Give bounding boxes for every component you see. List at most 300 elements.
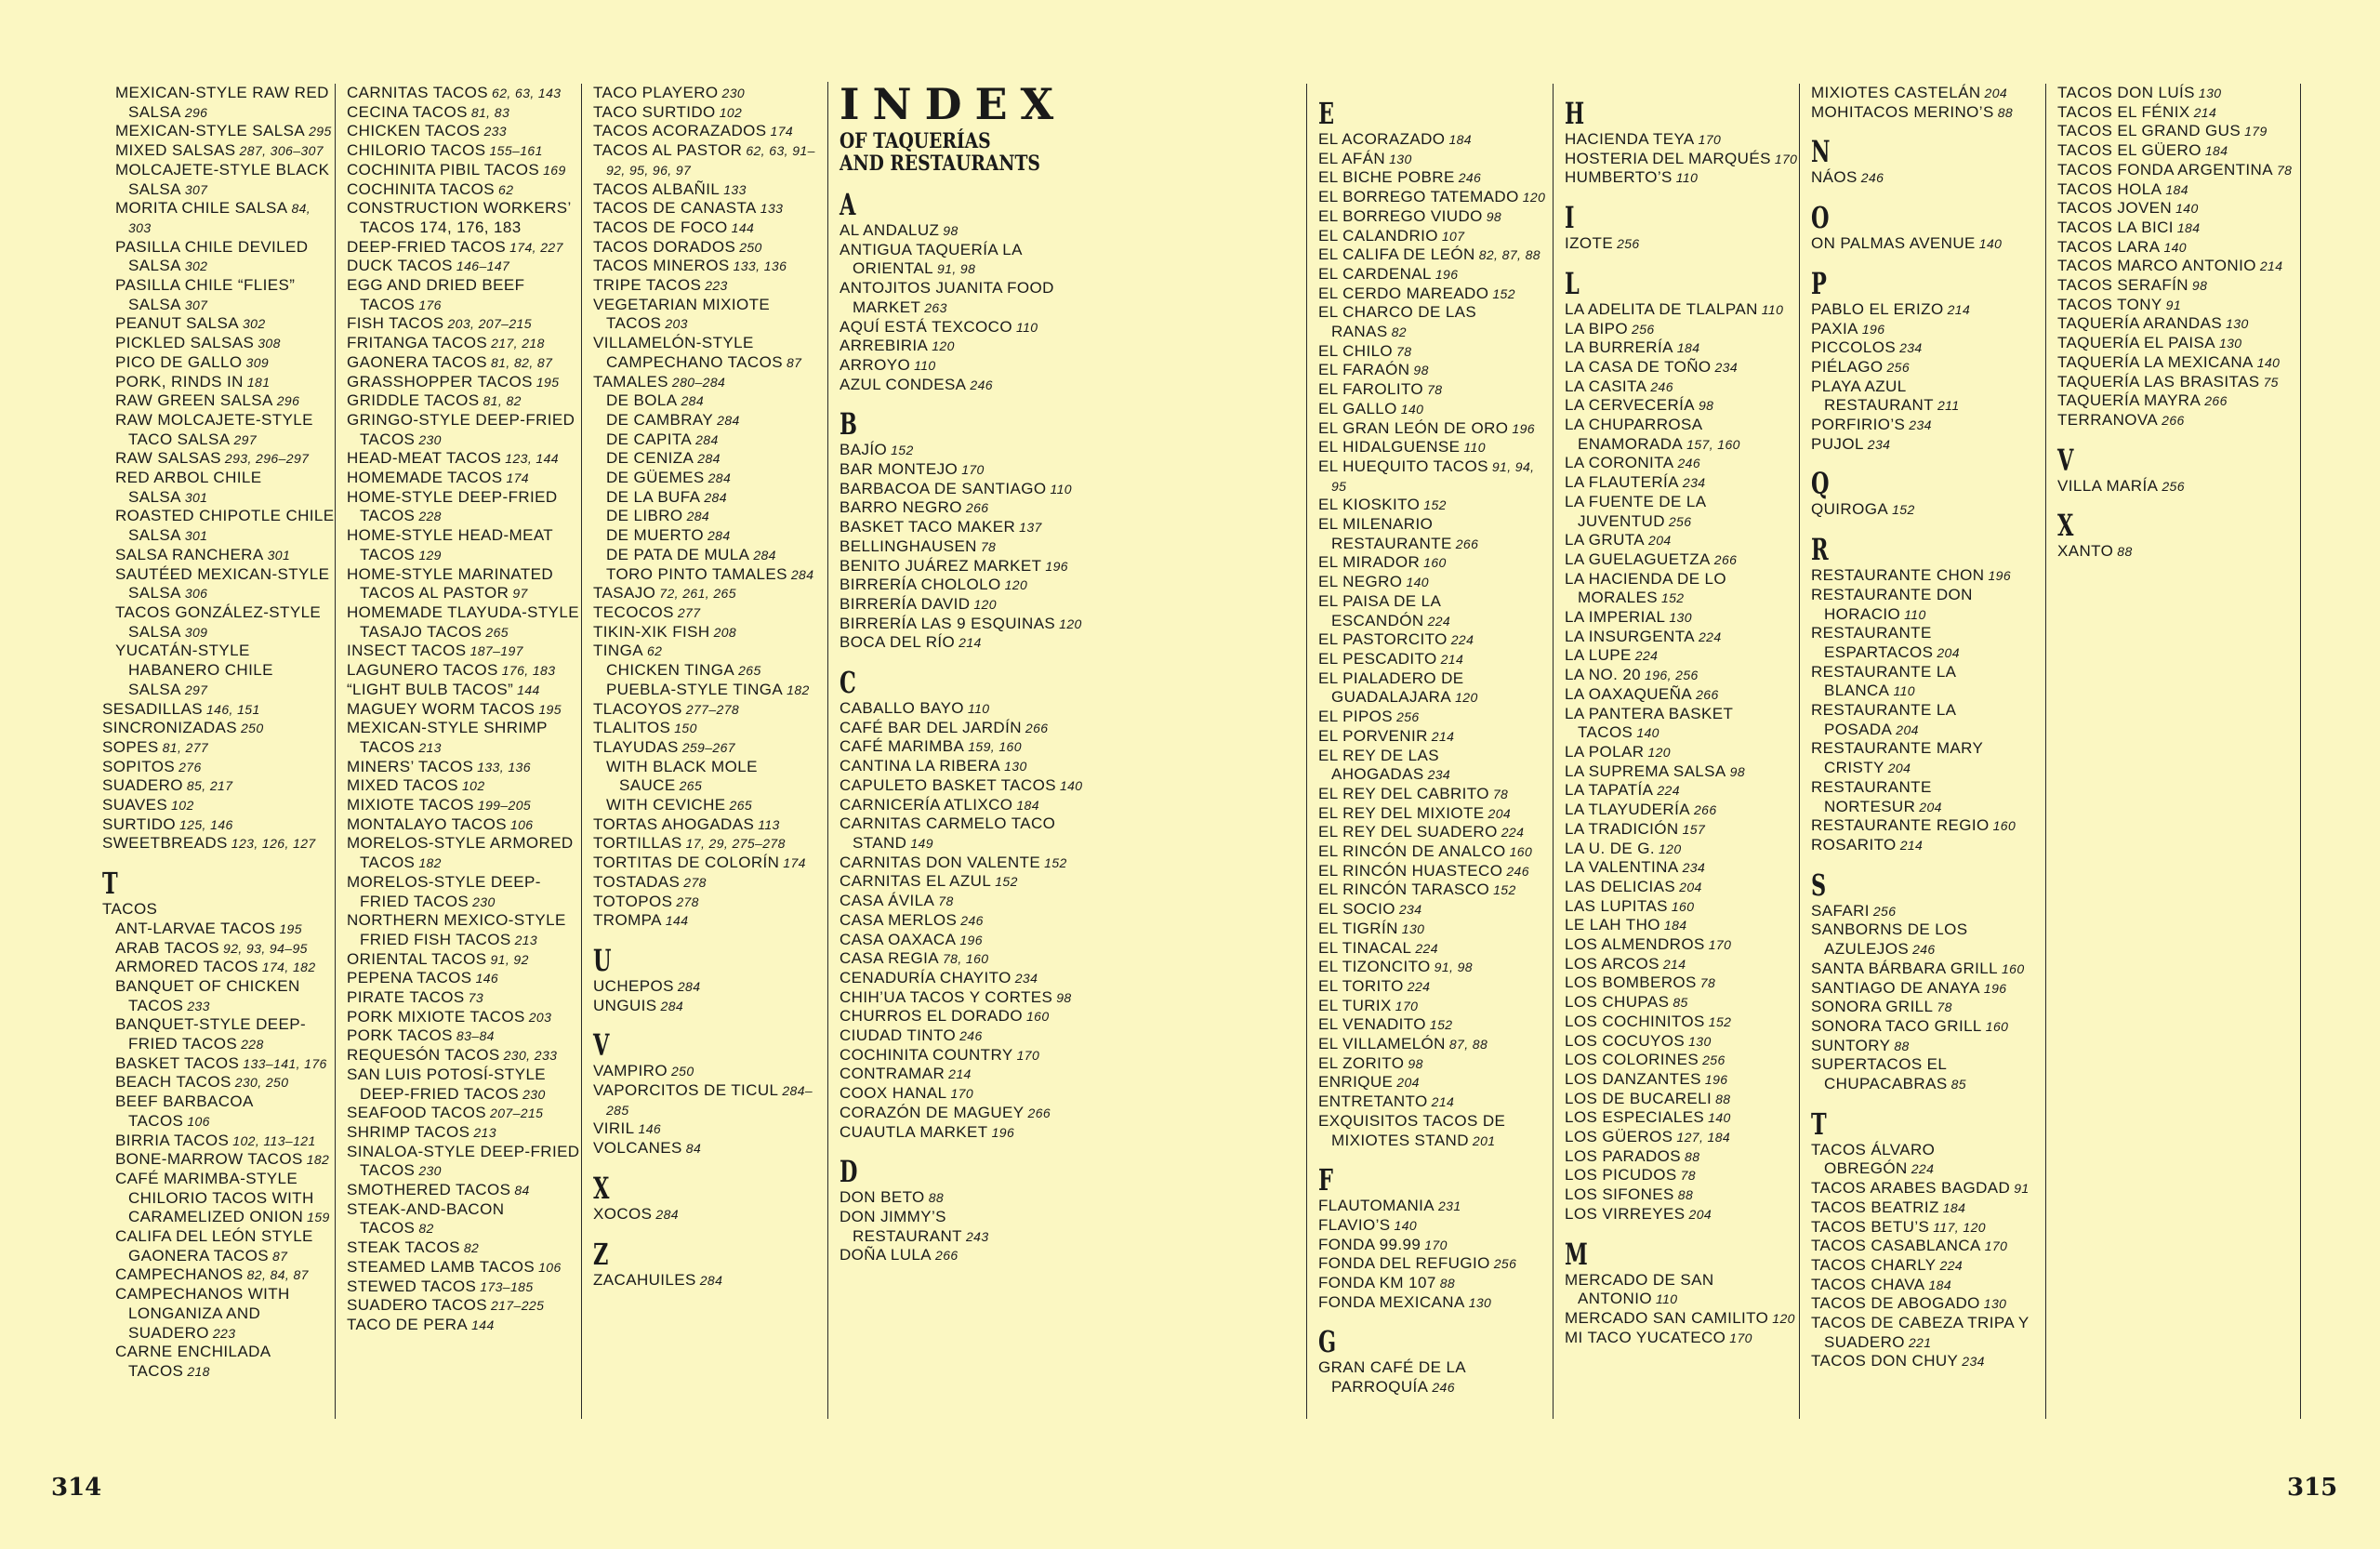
entry-term: TAMALES xyxy=(593,372,668,391)
index-entry xyxy=(1811,320,2045,339)
entry-term: LOS ESPECIALES xyxy=(1565,1108,1705,1127)
entry-pages: 278 xyxy=(676,894,699,909)
index-entry xyxy=(1318,188,1553,207)
entry-pages: 144 xyxy=(471,1317,495,1332)
entry-pages: 140 xyxy=(1636,725,1659,741)
entry-pages: 144 xyxy=(665,913,689,929)
entry-pages: 106 xyxy=(538,1259,562,1275)
entry-term: LOS COLORINES xyxy=(1565,1051,1699,1069)
entry-pages: 297 xyxy=(184,682,208,697)
entry-pages: 62 xyxy=(646,643,663,659)
index-entry xyxy=(347,565,581,603)
index-entry xyxy=(593,796,827,815)
entry-pages: 78 xyxy=(938,894,954,909)
entry-term: FLAVIO’S xyxy=(1318,1215,1391,1234)
index-entry xyxy=(347,411,581,449)
entry-pages: 184 xyxy=(1928,1277,1952,1292)
entry-term: TINGA xyxy=(593,642,643,660)
entry-pages: 211 xyxy=(1937,398,1960,414)
entry-term: DE PATA DE MULA xyxy=(606,545,750,563)
entry-term: EL GALLO xyxy=(1318,399,1397,417)
index-entry xyxy=(347,469,581,488)
entry-term: LE LAH THO xyxy=(1565,916,1660,934)
index-entry xyxy=(1318,727,1553,747)
entry-term: VILLAMELÓN-STYLE CAMPECHANO TACOS xyxy=(593,334,783,371)
entry-term: TACOS HOLA xyxy=(2057,179,2162,198)
entry-term: TROMPA xyxy=(593,911,662,930)
index-entry xyxy=(840,719,1083,738)
entry-term: LA ADELITA DE TLALPAN xyxy=(1565,299,1758,318)
entry-term: TACOS FONDA ARGENTINA xyxy=(2057,160,2273,179)
index-entry xyxy=(1565,358,1799,377)
entry-pages: 246 xyxy=(1458,170,1482,186)
entry-term: EL REY DE LAS AHOGADAS xyxy=(1318,746,1439,784)
entry-term: REQUESÓN TACOS xyxy=(347,1046,500,1065)
entry-term: PAXIA xyxy=(1811,319,1858,338)
entry-pages: 196 xyxy=(1435,266,1459,282)
entry-pages: 214 xyxy=(1431,1094,1455,1110)
entry-term: TACOS DE CABEZA TRIPA Y SUADERO xyxy=(1811,1314,2030,1351)
index-entry xyxy=(1565,531,1799,550)
entry-pages: 184 xyxy=(1016,797,1039,813)
entry-term: PEANUT SALSA xyxy=(115,314,239,333)
entry-term: ARAB TACOS xyxy=(115,938,220,957)
index-entry xyxy=(1318,150,1553,169)
index-entry xyxy=(1565,666,1799,685)
entry-pages: 234 xyxy=(1398,902,1422,918)
entry-term: TACOS AL PASTOR xyxy=(593,141,743,160)
index-entry xyxy=(1565,858,1799,878)
entry-pages: 196 xyxy=(1988,568,2012,584)
entry-term: LA SUPREMA SALSA xyxy=(1565,761,1726,780)
index-entry xyxy=(2057,103,2300,123)
entry-pages: 246 xyxy=(1432,1380,1455,1396)
section-letter: T xyxy=(1811,1105,1827,1142)
index-entry xyxy=(840,498,1083,518)
entry-pages: 230 xyxy=(418,1163,442,1179)
entry-term: BENITO JUÁREZ MARKET xyxy=(840,556,1042,575)
index-entry xyxy=(1565,168,1799,188)
entry-pages: 152 xyxy=(1660,590,1685,606)
entry-pages: 187–197 xyxy=(469,643,523,659)
entry-pages: 146 xyxy=(475,971,499,986)
index-entry xyxy=(1318,1073,1553,1092)
index-entry xyxy=(1811,960,2045,979)
entry-term: SAUTÉED MEXICAN-STYLE SALSA xyxy=(115,564,330,602)
entry-term: VILLA MARÍA xyxy=(2057,476,2159,495)
entry-term: DE GÜEMES xyxy=(606,469,705,487)
entry-term: TASAJO xyxy=(593,584,656,602)
entry-term: DE CAMBRAY xyxy=(606,410,714,429)
entry-pages: 184 xyxy=(2176,219,2201,235)
entry-term: GRIDDLE TACOS xyxy=(347,391,480,410)
entry-pages: 110 xyxy=(1893,683,1915,699)
index-entry xyxy=(840,1208,1083,1246)
entry-term: SOPITOS xyxy=(102,757,176,775)
entry-pages: 144 xyxy=(731,219,755,235)
entry-term: SINALOA-STYLE DEEP-FRIED TACOS xyxy=(347,1142,580,1180)
section-letter: U xyxy=(593,942,612,978)
entry-term: LOS DE BUCARELI xyxy=(1565,1089,1712,1107)
entry-term: DUCK TACOS xyxy=(347,257,453,275)
entry-term: LA TAPATÍA xyxy=(1565,781,1654,800)
entry-term: LA TLAYUDERÍA xyxy=(1565,801,1690,819)
index-entry xyxy=(593,238,827,258)
index-entry xyxy=(102,603,335,642)
index-entry xyxy=(1318,285,1553,304)
column-2 xyxy=(335,84,581,1419)
index-entry xyxy=(840,480,1083,499)
index-entry xyxy=(1318,303,1553,341)
index-entry xyxy=(593,430,827,450)
entry-term: ANT-LARVAE TACOS xyxy=(115,919,276,937)
entry-pages: 199–205 xyxy=(477,798,532,814)
section-letter: F xyxy=(1318,1162,1333,1198)
entry-pages: 196 xyxy=(991,1124,1015,1140)
entry-term: TORTITAS DE COLORÍN xyxy=(593,854,780,872)
entry-term: VOLCANES xyxy=(593,1139,682,1158)
index-entry xyxy=(347,141,581,161)
entry-term: MONTALAYO TACOS xyxy=(347,814,507,833)
entry-term: SUNTORY xyxy=(1811,1036,1891,1054)
index-entry xyxy=(347,700,581,720)
entry-pages: 120 xyxy=(1647,744,1671,760)
index-entry xyxy=(102,373,335,392)
entry-term: PLAYA AZUL RESTAURANT xyxy=(1811,377,1934,415)
index-entry xyxy=(1318,342,1553,362)
entry-pages: 91, 98 xyxy=(936,261,976,277)
entry-term: RAW GREEN SALSA xyxy=(115,391,273,410)
entry-term: IZOTE xyxy=(1565,234,1614,253)
entry-pages: 78 xyxy=(1699,975,1716,991)
entry-pages: 130 xyxy=(1401,920,1425,936)
entry-term: LA INSURGENTA xyxy=(1565,627,1695,645)
entry-pages: 98 xyxy=(1413,363,1429,378)
entry-pages: 110 xyxy=(1904,606,1926,622)
index-entry xyxy=(593,854,827,873)
index-entry xyxy=(840,633,1083,653)
section-letter: B xyxy=(840,406,857,443)
entry-pages: 204 xyxy=(1488,805,1512,821)
index-entry xyxy=(1811,836,2045,855)
entry-pages: 81, 82, 87 xyxy=(491,354,553,370)
entry-pages: 234 xyxy=(1867,436,1891,452)
entry-pages: 107 xyxy=(1441,228,1465,244)
index-entry xyxy=(2057,238,2300,258)
entry-pages: 106 xyxy=(187,1113,210,1129)
index-entry xyxy=(1318,747,1553,785)
entry-term: RESTAURANTE CHON xyxy=(1811,566,1985,585)
entry-pages: 75 xyxy=(2263,374,2279,390)
index-entry xyxy=(1318,630,1553,650)
entry-pages: 309 xyxy=(184,624,208,640)
index-entry xyxy=(1565,935,1799,955)
entry-term: TACOS EL GRAND GUS xyxy=(2057,122,2241,140)
index-entry xyxy=(1811,1179,2045,1198)
entry-pages: 78 xyxy=(1680,1168,1696,1184)
index-entry xyxy=(593,103,827,123)
index-entry xyxy=(840,1246,1083,1265)
entry-term: RESTAURANTE LA BLANCA xyxy=(1811,662,1956,700)
index-entry xyxy=(347,1104,581,1123)
entry-term: NORTHERN MEXICO-STYLE FRIED FISH TACOS xyxy=(347,911,566,948)
entry-pages: 204 xyxy=(1919,799,1942,814)
entry-pages: 204 xyxy=(1648,533,1672,549)
entry-term: ARREBIRIA xyxy=(840,337,929,355)
entry-term: HOMEMADE TLAYUDA-STYLE TASAJO TACOS xyxy=(347,602,579,641)
entry-pages: 137 xyxy=(1019,520,1042,536)
index-entry xyxy=(593,1119,827,1139)
index-entry xyxy=(102,238,335,276)
index-subtitle-1: OF TAQUERÍAS xyxy=(840,129,991,153)
entry-pages: 82 xyxy=(418,1221,434,1237)
entry-pages: 170 xyxy=(950,1086,974,1102)
entry-pages: 120 xyxy=(932,338,955,354)
entry-term: LOS ALMENDROS xyxy=(1565,935,1705,954)
index-entry xyxy=(1811,1256,2045,1276)
entry-term: MI TACO YUCATECO xyxy=(1565,1328,1726,1346)
entry-term: ENTRETANTO xyxy=(1318,1092,1428,1111)
entry-pages: 170 xyxy=(1729,1330,1752,1345)
index-entry xyxy=(593,1271,827,1291)
entry-term: EL BORREGO TATEMADO xyxy=(1318,188,1519,206)
entry-term: BIRRERÍA CHOLOLO xyxy=(840,576,1001,594)
index-entry xyxy=(1318,1236,1553,1255)
entry-pages: 130 xyxy=(2198,86,2222,100)
entry-pages: 182 xyxy=(787,682,810,697)
entry-term: TAQUERÍA EL PAISA xyxy=(2057,334,2215,352)
index-entry xyxy=(840,814,1083,853)
index-entry xyxy=(1811,1198,2045,1218)
entry-pages: 160 xyxy=(1423,555,1447,571)
index-entry xyxy=(1565,916,1799,935)
index-entry xyxy=(840,537,1083,557)
index-entry xyxy=(102,507,335,545)
entry-pages: 152 xyxy=(995,874,1018,890)
entry-term: COCHINITA TACOS xyxy=(347,179,496,198)
index-entry xyxy=(1318,997,1553,1016)
entry-term: STEAK-AND-BACON TACOS xyxy=(347,1199,505,1238)
index-entry xyxy=(2057,161,2300,180)
entry-term: TACO SURTIDO xyxy=(593,102,716,121)
entry-term: LOS COCUYOS xyxy=(1565,1031,1686,1050)
index-entry xyxy=(1318,130,1553,150)
entry-term: BASKET TACO MAKER xyxy=(840,518,1016,536)
entry-term: VAPORCITOS DE TICUL xyxy=(593,1081,779,1100)
entry-term: EL HIDALGUENSE xyxy=(1318,438,1461,457)
entry-term: BARRO NEGRO xyxy=(840,498,962,517)
entry-term: TAQUERÍA LA MEXICANA xyxy=(2057,352,2254,371)
entry-term: ANTOJITOS JUANITA FOOD MARKET xyxy=(840,279,1054,316)
entry-term: PABLO EL ERIZO xyxy=(1811,299,1944,318)
entry-term: BEEF BARBACOA TACOS xyxy=(115,1092,253,1130)
index-entry xyxy=(102,353,335,373)
entry-pages: 230 xyxy=(721,86,746,100)
index-entry xyxy=(840,796,1083,815)
entry-pages: 91, 98 xyxy=(1434,960,1473,975)
index-entry xyxy=(1811,1037,2045,1056)
entry-pages: 152 xyxy=(1493,882,1516,898)
entry-term: TORO PINTO TAMALES xyxy=(606,564,787,583)
entry-term: LA HACIENDA DE LO MORALES xyxy=(1565,569,1727,607)
entry-term: LAS DELICIAS xyxy=(1565,877,1676,895)
entry-pages: 170 xyxy=(1698,132,1722,147)
entry-pages: 91, 92 xyxy=(490,951,529,967)
entry-term: TORTILLAS xyxy=(593,834,682,853)
entry-pages: 84 xyxy=(514,1183,530,1198)
entry-pages: 91 xyxy=(2165,297,2182,312)
entry-pages: 221 xyxy=(1908,1334,1932,1350)
entry-term: ZACAHUILES xyxy=(593,1270,696,1289)
entry-pages: 152 xyxy=(1423,497,1447,513)
entry-pages: 174, 227 xyxy=(509,239,563,255)
entry-pages: 160 xyxy=(2001,960,2025,976)
entry-pages: 196 xyxy=(1704,1071,1728,1087)
index-entry xyxy=(840,241,1083,279)
entry-term: TECOCOS xyxy=(593,602,674,621)
entry-term: MORELOS-STYLE DEEP-FRIED TACOS xyxy=(347,872,541,910)
entry-term: TACOS DON CHUY xyxy=(1811,1352,1959,1370)
index-entry xyxy=(1811,1218,2045,1238)
entry-pages: 284 xyxy=(717,412,740,428)
index-title: INDEX xyxy=(840,79,1067,129)
entry-term: BOCA DEL RÍO xyxy=(840,633,956,652)
entry-pages: 266 xyxy=(1696,686,1719,702)
entry-pages: 214 xyxy=(1440,651,1464,667)
index-entry xyxy=(1811,1141,2045,1179)
section-letter: A xyxy=(840,187,856,222)
index-entry xyxy=(102,469,335,507)
index-entry xyxy=(1565,955,1799,974)
entry-term: RAW MOLCAJETE-STYLE TACO SALSA xyxy=(115,410,313,448)
entry-term: TACOS LA BICI xyxy=(2057,218,2174,236)
entry-term: EL PESCADITO xyxy=(1318,649,1437,668)
entry-pages: 284 xyxy=(660,998,684,1013)
index-entry xyxy=(1318,207,1553,227)
entry-term: EL HUEQUITO TACOS xyxy=(1318,457,1488,475)
index-entry xyxy=(1565,1090,1799,1109)
entry-pages: 87 xyxy=(272,1248,288,1264)
index-entry xyxy=(1811,1314,2045,1352)
index-entry xyxy=(102,391,335,411)
entry-pages: 204 xyxy=(1984,86,2008,100)
entry-term: ENRIQUE xyxy=(1318,1073,1394,1092)
entry-pages: 102 xyxy=(171,798,194,814)
entry-pages: 110 xyxy=(1050,481,1072,496)
entry-term: TOSTADAS xyxy=(593,872,681,891)
column-6 xyxy=(1553,84,1799,1419)
index-entry xyxy=(593,411,827,430)
index-entry xyxy=(1565,840,1799,859)
entry-pages: 276 xyxy=(178,759,202,774)
section-letter: C xyxy=(840,665,856,701)
index-entry xyxy=(593,526,827,546)
entry-pages: 182 xyxy=(418,855,442,871)
entry-pages: 110 xyxy=(1015,319,1038,335)
entry-pages: 243 xyxy=(965,1228,989,1244)
entry-pages: 266 xyxy=(935,1248,959,1264)
entry-pages: 106 xyxy=(509,816,534,832)
entry-term: CASA OAXACA xyxy=(840,930,957,948)
entry-term: CONSTRUCTION WORKERS’ TACOS 174, 176, 183 xyxy=(347,199,572,236)
entry-term: EL CHILO xyxy=(1318,341,1394,360)
index-entry xyxy=(1318,1358,1553,1397)
index-entry xyxy=(347,911,581,949)
entry-term: SUPERTACOS EL CHUPACABRAS xyxy=(1811,1055,1948,1093)
index-entry xyxy=(1318,380,1553,400)
entry-term: RESTAURANTE ESPARTACOS xyxy=(1811,624,1934,661)
entry-pages: 224 xyxy=(1698,629,1722,644)
entry-pages: 224 xyxy=(1407,978,1431,994)
entry-pages: 127, 184 xyxy=(1676,1130,1731,1145)
entry-pages: 228 xyxy=(241,1037,264,1053)
entry-term: CAMPECHANOS WITH LONGANIZA AND SUADERO xyxy=(115,1285,290,1342)
entry-pages: 265 xyxy=(738,663,761,679)
entry-term: PICKLED SALSAS xyxy=(115,334,255,352)
index-entry xyxy=(347,661,581,681)
entry-term: RESTAURANTE DON HORACIO xyxy=(1811,585,1973,623)
section-letter: V xyxy=(2057,442,2074,478)
index-entry xyxy=(102,565,335,603)
entry-term: WITH BLACK MOLE SAUCE xyxy=(606,757,758,795)
entry-term: DON BETO xyxy=(840,1188,925,1207)
entry-pages: 246 xyxy=(1506,863,1529,879)
index-entry xyxy=(593,488,827,508)
entry-pages: 184 xyxy=(1942,1199,1966,1215)
index-entry xyxy=(2057,84,2300,103)
index-entry xyxy=(1565,897,1799,917)
entry-term: ROSARITO xyxy=(1811,835,1897,854)
entry-pages: 81, 82 xyxy=(483,393,522,409)
index-entry xyxy=(1318,842,1553,862)
entry-pages: 195 xyxy=(538,701,562,717)
index-entry xyxy=(1811,979,2045,999)
entry-pages: 246 xyxy=(959,1028,983,1044)
index-entry xyxy=(102,449,335,469)
entry-term: CARNE ENCHILADA TACOS xyxy=(115,1343,271,1380)
entry-term: DEEP-FRIED TACOS xyxy=(347,237,507,256)
entry-term: LOS ARCOS xyxy=(1565,954,1659,973)
column-3 xyxy=(581,84,827,1419)
index-entry xyxy=(1811,920,2045,959)
entry-term: AQUÍ ESTÁ TEXCOCO xyxy=(840,317,1012,336)
entry-term: CAFÉ MARIMBA xyxy=(840,737,965,756)
entry-term: WITH CEVICHE xyxy=(606,796,726,814)
entry-term: VIRIL xyxy=(593,1119,635,1138)
index-entry xyxy=(593,1205,827,1225)
entry-term: ON PALMAS AVENUE xyxy=(1811,234,1976,253)
section-letter: X xyxy=(2057,508,2074,544)
entry-pages: 278 xyxy=(683,874,707,890)
entry-pages: 152 xyxy=(1892,502,1915,518)
entry-pages: 120 xyxy=(1659,841,1682,856)
entry-term: LA PANTERA BASKET TACOS xyxy=(1565,704,1733,742)
entry-pages: 246 xyxy=(970,377,993,392)
index-entry xyxy=(840,460,1083,480)
entry-pages: 266 xyxy=(1455,536,1479,551)
entry-pages: 256 xyxy=(2162,478,2185,494)
entry-term: BAJÍO xyxy=(840,441,888,459)
index-entry xyxy=(347,1143,581,1181)
entry-term: HOME-STYLE DEEP-FRIED TACOS xyxy=(347,487,558,525)
entry-term: COCHINITA PIBIL TACOS xyxy=(347,160,540,179)
entry-pages: 170 xyxy=(1016,1047,1040,1063)
entry-pages: 98 xyxy=(1729,763,1746,779)
entry-term: CANTINA LA RIBERA xyxy=(840,757,1001,775)
entry-pages: 234 xyxy=(1014,970,1038,986)
entry-term: RAW SALSAS xyxy=(115,449,221,468)
index-entry xyxy=(102,1227,335,1265)
